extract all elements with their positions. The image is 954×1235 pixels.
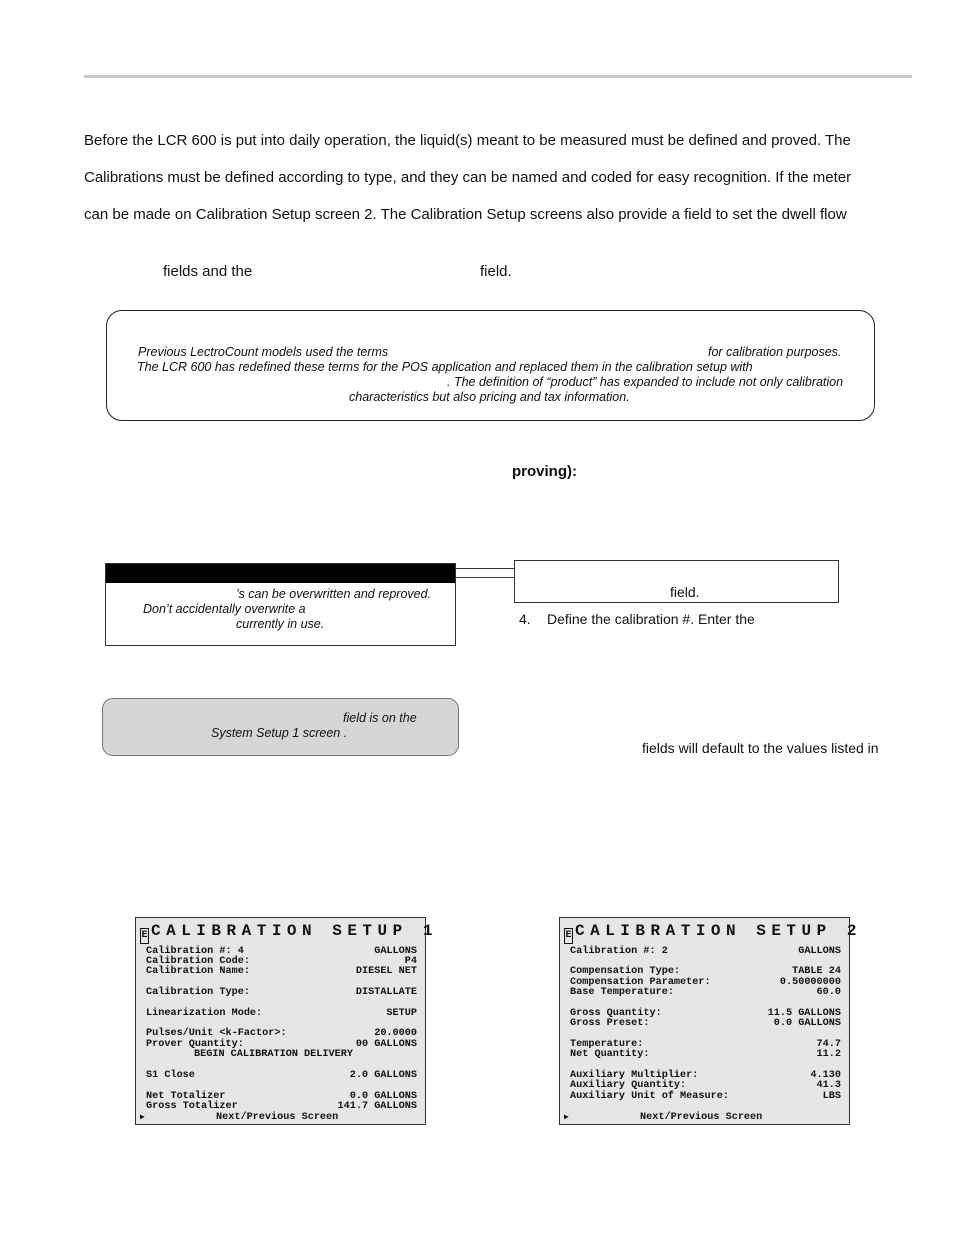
warning-header-bar	[106, 564, 455, 583]
play-arrow-icon: ▶	[140, 1113, 145, 1122]
screen-row[interactable]: Net Totalizer 0.0 GALLONS	[146, 1091, 417, 1102]
screen-title-text: CALIBRATION SETUP 2	[575, 922, 862, 940]
intro-line-3: can be made on Calibration Setup screen 2. The Calibration Setup screens also provide a field to set the dwell flow	[84, 206, 847, 223]
screen-row[interactable]: Auxiliary Multiplier: 4.130	[570, 1070, 841, 1081]
cursor-icon: E	[564, 928, 573, 944]
begin-calibration-delivery[interactable]: BEGIN CALIBRATION DELIVERY	[194, 1049, 353, 1060]
calibration-setup-1-screen: E CALIBRATION SETUP 1 Calibration #: 4 GALLONS Calibration Code: P4 Calibration Name: DIESEL NET Calibration Type: DISTALLATE Linearization Mode: SETUP Pulses/Unit <k-Factor>: 20.0000 Prover Quantity: 00 GALLONS BEGIN CALIBRATION DELIVERY S1 Close 2.0 GALLONS Net Totalizer 0.0 GALLONS Gross Totalizer 141.7 GALLONS ▶ Next/Previous Screen	[135, 917, 426, 1125]
screen-row[interactable]: S1 Close 2.0 GALLONS	[146, 1070, 417, 1081]
screen-row[interactable]: Gross Preset: 0.0 GALLONS	[570, 1018, 841, 1029]
screen-row[interactable]: Pulses/Unit <k-Factor>: 20.0000	[146, 1028, 417, 1039]
screen-row[interactable]: Auxiliary Quantity: 41.3	[570, 1080, 841, 1091]
note-line-1a: Previous LectroCount models used the terms	[138, 345, 389, 359]
screen-row[interactable]: Linearization Mode: SETUP	[146, 1008, 417, 1019]
screen-row[interactable]: Compensation Type: TABLE 24	[570, 966, 841, 977]
note-line-1b: for calibration purposes.	[708, 345, 842, 359]
screen-title	[140, 921, 438, 944]
warning-line-2: Don’t accidentally overwrite a	[143, 602, 306, 616]
connector-line	[456, 568, 515, 569]
screen-row[interactable]: Temperature: 74.7	[570, 1039, 841, 1050]
screen-row[interactable]: Base Temperature: 60.0	[570, 987, 841, 998]
screen-row[interactable]: Calibration #: 4 GALLONS	[146, 946, 417, 957]
connector-line	[456, 577, 515, 578]
proving-label: proving):	[512, 463, 577, 480]
screen-title	[564, 921, 862, 944]
screen-title-text: CALIBRATION SETUP 1	[151, 922, 438, 940]
intro-line-2: Calibrations must be defined according to type, and they can be named and coded for easy recognition. If the meter	[84, 169, 852, 186]
screen-row[interactable]: Calibration Name: DIESEL NET	[146, 966, 417, 977]
calibration-setup-2-screen: E CALIBRATION SETUP 2 Calibration #: 2 GALLONS Compensation Type: TABLE 24 Compensation Parameter: 0.50000000 Base Temperature: 60.0 Gross Quantity: 11.5 GALLONS Gross Preset: 0.0 GALLONS Temperature: 74.7 Net Quantity: 11.2 Auxiliary Multiplier: 4.130 Auxiliary Quantity: 41.3 Auxiliary Unit of Measure: LBS ▶ Next/Previous Screen	[559, 917, 850, 1125]
screen-row[interactable]: Calibration Type: DISTALLATE	[146, 987, 417, 998]
play-arrow-icon: ▶	[564, 1113, 569, 1122]
cursor-icon: E	[140, 928, 149, 944]
warning-line-1: ’s can be overwritten and reproved.	[236, 587, 432, 601]
screen-row[interactable]: Net Quantity: 11.2	[570, 1049, 841, 1060]
callout-text: field.	[670, 584, 700, 600]
screen-row[interactable]: Gross Totalizer 141.7 GALLONS	[146, 1101, 417, 1112]
note-line-2: The LCR 600 has redefined these terms for the POS application and replaced them in the calibration setup with	[137, 360, 753, 374]
screen-row[interactable]: Gross Quantity: 11.5 GALLONS	[570, 1008, 841, 1019]
screen-row[interactable]: Prover Quantity: 00 GALLONS	[146, 1039, 417, 1050]
intro-line-1: Before the LCR 600 is put into daily operation, the liquid(s) meant to be measured must be defined and proved. The	[84, 132, 851, 149]
step-4-number: 4.	[519, 611, 531, 627]
screen-row[interactable]: Calibration Code: P4	[146, 956, 417, 967]
note-line-3: . The definition of “product” has expanded to include not only calibration	[447, 375, 844, 389]
screen-row[interactable]: Calibration #: 2 GALLONS	[570, 946, 841, 957]
header-rule	[84, 75, 912, 78]
step-4-text: Define the calibration #. Enter the	[547, 611, 755, 627]
screen-row[interactable]: Auxiliary Unit of Measure: LBS	[570, 1091, 841, 1102]
tip-line-1: field is on the	[343, 711, 417, 725]
note-line-4: characteristics but also pricing and tax information.	[349, 390, 630, 404]
intro-line-4a: fields and the	[163, 263, 253, 280]
tip-line-2: System Setup 1 screen .	[211, 726, 348, 740]
warning-line-3: currently in use.	[236, 617, 325, 631]
intro-line-4b: field.	[480, 263, 512, 280]
screen-row[interactable]: Compensation Parameter: 0.50000000	[570, 977, 841, 988]
defaults-text: fields will default to the values listed in	[642, 740, 879, 756]
